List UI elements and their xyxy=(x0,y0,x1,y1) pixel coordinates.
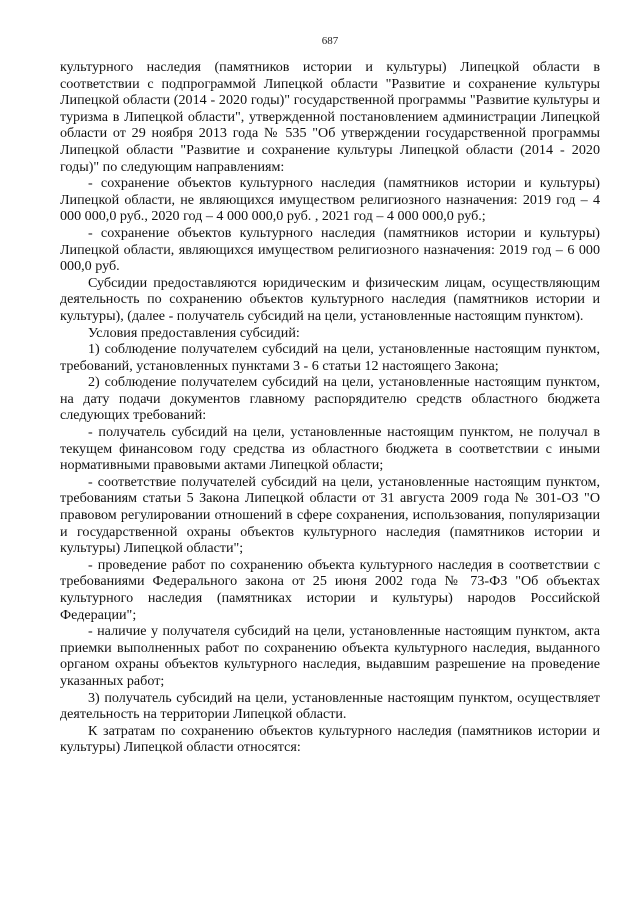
document-body xyxy=(60,59,600,756)
list-item-non-religious: - сохранение объектов культурного наследия (памятников истории и культуры) Липецкой области, не являющихся имуществом религиозного назначения: 2019 год – 4 000 000,0 руб., 2020 год – 4 000 000,0 руб. , 2021 год – 4 000 000,0 руб.; xyxy=(60,175,600,225)
requirement-item-federal-law: - проведение работ по сохранению объекта культурного наследия в соответствии с требованиями Федерального закона от 25 июня 2002 года № 73-ФЗ "Об объектах культурного наследия (памятниках истории и культуры) народов Российской Федерации"; xyxy=(60,556,600,623)
page-number: 687 xyxy=(321,35,339,47)
condition-item-1: 1) соблюдение получателем субсидий на цели, установленные настоящим пунктом, требований, установленных пунктами 3 - 6 статьи 12 настоящего Закона; xyxy=(60,341,600,374)
requirement-item-no-other-funds: - получатель субсидий на цели, установленные настоящим пунктом, не получал в текущем финансовом году средства из областного бюджета в соответствии с иными нормативными правовыми актами Липецкой области; xyxy=(60,424,600,474)
requirement-item-article-5: - соответствие получателей субсидий на цели, установленные настоящим пунктом, требованиям статьи 5 Закона Липецкой области от 31 августа 2009 года № 301-ОЗ "О правовом регулировании отношений в сфере сохранения, использования, популяризации и государственной охраны объектов культурного наследия (памятников истории и культуры) Липецкой области"; xyxy=(60,473,600,557)
paragraph-costs-intro: К затратам по сохранению объектов культурного наследия (памятников истории и культуры) Липецкой области относятся: xyxy=(60,722,600,756)
paragraph-continuation: культурного наследия (памятников истории и культуры) Липецкой области в соответствии с подпрограммой Липецкой области "Развитие и сохранение культуры Липецкой области (2014 - 2020 годы)" государственной программы "Развитие культуры и туризма в Липецкой области", утвержденной постановлением администрации Липецкой области от 29 ноября 2013 года № 535 "Об утверждении государственной программы Липецкой области "Развитие и сохранение культуры Липецкой области (2014 - 2020 годы)" по следующим направлениям: xyxy=(60,59,600,175)
requirement-item-acceptance-act: - наличие у получателя субсидий на цели, установленные настоящим пунктом, акта приемки выполненных работ по сохранению объекта культурного наследия, выданного органом охраны объектов культурного наследия, выдавшим разрешение на проведение указанных работ; xyxy=(60,623,600,689)
paragraph-subsidy-recipients: Субсидии предоставляются юридическим и физическим лицам, осуществляющим деятельность по сохранению объектов культурного наследия (памятников истории и культуры), (далее - получатель субсидий на цели, установленные настоящим пунктом). xyxy=(60,274,600,324)
list-item-religious: - сохранение объектов культурного наследия (памятников истории и культуры) Липецкой области, являющихся имуществом религиозного назначения: 2019 год – 6 000 000,0 руб. xyxy=(60,224,600,275)
paragraph-conditions-heading: Условия предоставления субсидий: xyxy=(88,324,300,341)
condition-item-3: 3) получатель субсидий на цели, установленные настоящим пунктом, осуществляет деятельность на территории Липецкой области. xyxy=(60,689,600,723)
condition-item-2: 2) соблюдение получателем субсидий на цели, установленные настоящим пунктом, на дату подачи документов главному распорядителю средств областного бюджета следующих требований: xyxy=(60,374,600,424)
